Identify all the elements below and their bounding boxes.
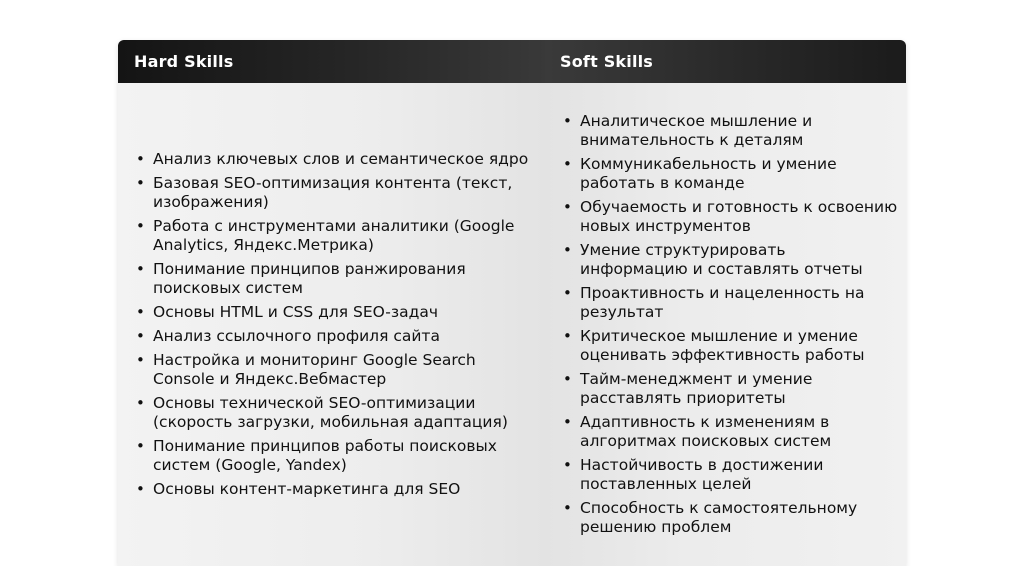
bullet-icon: • bbox=[136, 394, 145, 412]
bullet-icon: • bbox=[563, 499, 572, 517]
hard-skill-text: Основы контент-маркетинга для SEO bbox=[153, 480, 461, 498]
list-item bbox=[561, 370, 898, 408]
hard-skill-text: Работа с инструментами аналитики (Google Analytics, Яндекс.Метрика) bbox=[153, 217, 515, 254]
list-item bbox=[134, 174, 535, 212]
soft-skill-text: Умение структурировать информацию и составлять отчеты bbox=[580, 241, 863, 278]
bullet-icon: • bbox=[563, 370, 572, 388]
bullet-icon: • bbox=[136, 303, 145, 321]
list-item bbox=[134, 217, 535, 255]
hard-skill-text: Основы HTML и CSS для SEO-задач bbox=[153, 303, 438, 321]
list-item bbox=[134, 303, 535, 322]
soft-skill-text: Настойчивость в достижении поставленных целей bbox=[580, 456, 824, 493]
bullet-icon: • bbox=[563, 241, 572, 259]
list-item bbox=[561, 327, 898, 365]
list-item bbox=[561, 241, 898, 279]
hard-skill-text: Анализ ссылочного профиля сайта bbox=[153, 327, 440, 345]
soft-skill-text: Коммуникабельность и умение работать в команде bbox=[580, 155, 837, 192]
bullet-icon: • bbox=[136, 150, 145, 168]
bullet-icon: • bbox=[563, 327, 572, 345]
soft-skills-header: Soft Skills bbox=[545, 40, 906, 83]
list-item bbox=[134, 480, 535, 499]
list-item bbox=[134, 327, 535, 346]
soft-skill-text: Адаптивность к изменениям в алгоритмах поисковых систем bbox=[580, 413, 832, 450]
soft-skill-text: Способность к самостоятельному решению проблем bbox=[580, 499, 858, 536]
hard-skills-column bbox=[118, 83, 545, 566]
soft-skill-text: Аналитическое мышление и внимательность к деталям bbox=[580, 112, 813, 149]
bullet-icon: • bbox=[136, 351, 145, 369]
bullet-icon: • bbox=[136, 437, 145, 455]
table-header bbox=[118, 40, 906, 83]
list-item bbox=[561, 456, 898, 494]
hard-skills-header: Hard Skills bbox=[118, 40, 545, 83]
soft-skills-column bbox=[545, 83, 906, 566]
list-item bbox=[134, 260, 535, 298]
list-item bbox=[561, 413, 898, 451]
hard-skill-text: Понимание принципов работы поисковых систем (Google, Yandex) bbox=[153, 437, 497, 474]
bullet-icon: • bbox=[563, 155, 572, 173]
list-item bbox=[561, 112, 898, 150]
hard-skill-text: Настройка и мониторинг Google Search Console и Яндекс.Вебмастер bbox=[153, 351, 476, 388]
bullet-icon: • bbox=[136, 174, 145, 192]
hard-skill-text: Анализ ключевых слов и семантическое ядро bbox=[153, 150, 529, 168]
skills-table bbox=[118, 40, 906, 566]
list-item bbox=[561, 284, 898, 322]
soft-skill-text: Тайм-менеджмент и умение расставлять приоритеты bbox=[580, 370, 813, 407]
hard-skill-text: Понимание принципов ранжирования поисковых систем bbox=[153, 260, 466, 297]
list-item bbox=[134, 437, 535, 475]
bullet-icon: • bbox=[563, 413, 572, 431]
soft-skill-text: Обучаемость и готовность к освоению новых инструментов bbox=[580, 198, 898, 235]
list-item bbox=[134, 351, 535, 389]
bullet-icon: • bbox=[563, 284, 572, 302]
hard-skill-text: Базовая SEO-оптимизация контента (текст, изображения) bbox=[153, 174, 513, 211]
soft-skills-list bbox=[561, 112, 898, 537]
bullet-icon: • bbox=[136, 480, 145, 498]
list-item bbox=[561, 198, 898, 236]
list-item bbox=[134, 150, 535, 169]
bullet-icon: • bbox=[563, 112, 572, 130]
list-item bbox=[561, 499, 898, 537]
bullet-icon: • bbox=[136, 217, 145, 235]
hard-skills-list bbox=[134, 150, 535, 499]
bullet-icon: • bbox=[563, 456, 572, 474]
hard-skill-text: Основы технической SEO-оптимизации (скорость загрузки, мобильная адаптация) bbox=[153, 394, 508, 431]
soft-skill-text: Критическое мышление и умение оценивать эффективность работы bbox=[580, 327, 865, 364]
bullet-icon: • bbox=[563, 198, 572, 216]
soft-skill-text: Проактивность и нацеленность на результат bbox=[580, 284, 865, 321]
list-item bbox=[561, 155, 898, 193]
bullet-icon: • bbox=[136, 327, 145, 345]
bullet-icon: • bbox=[136, 260, 145, 278]
list-item bbox=[134, 394, 535, 432]
table-body bbox=[118, 83, 906, 566]
